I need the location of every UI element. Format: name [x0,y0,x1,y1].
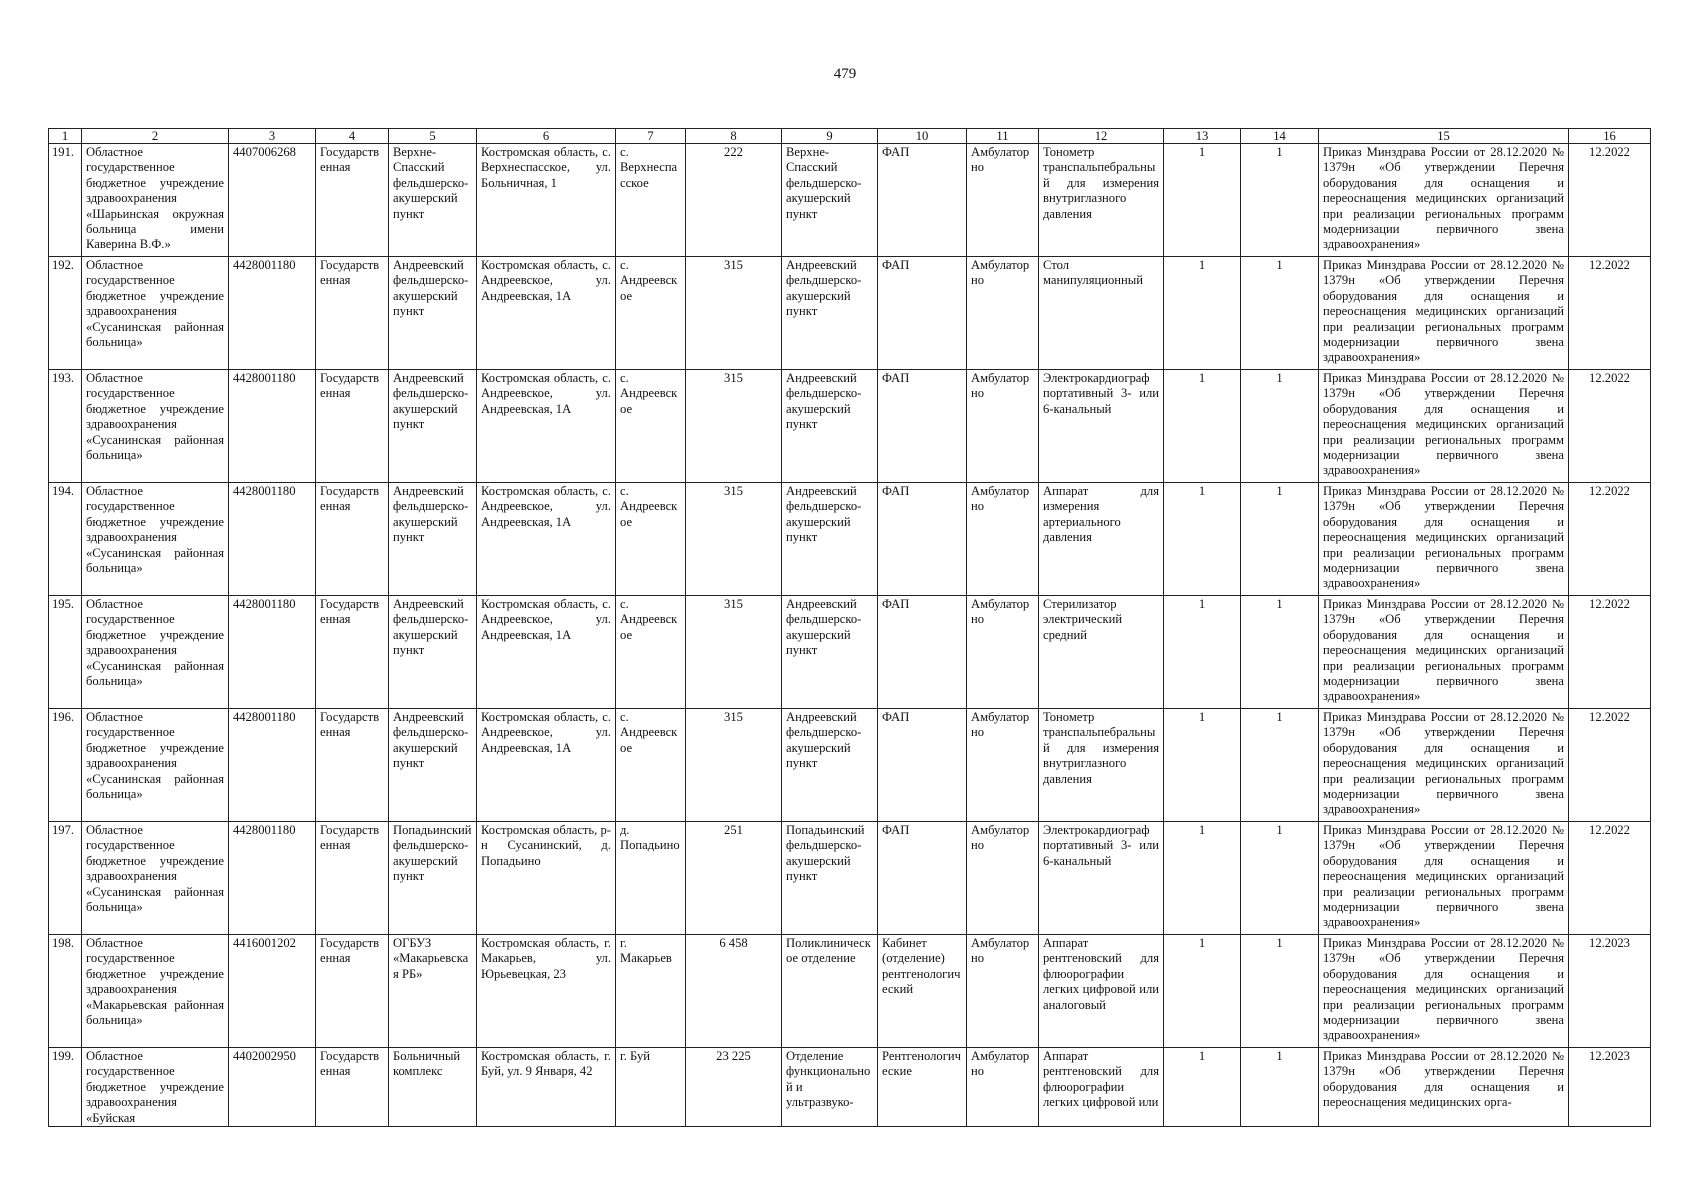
population: 315 [686,370,782,483]
quantity-14: 1 [1241,935,1319,1048]
organization-name: Областное государственное бюджетное учреждение здравоохранения «Сусанинская районная больница» [82,257,229,370]
address: Костромская область, с. Андреевское, ул. Андреевская, 1А [477,483,616,596]
row-number: 199. [49,1048,82,1127]
facility-name: Больничный комплекс [389,1048,477,1127]
regulatory-order: Приказ Минздрава России от 28.12.2020 № 1379н «Об утверждении Перечня оборудования для оснащения и переоснащения медицинских организаций при реализации региональных программ модернизации первичного звена здравоохранения» [1319,370,1569,483]
deadline-date: 12.2022 [1569,709,1651,822]
population: 315 [686,709,782,822]
unit-name: Андреевский фельдшерско-акушерский пункт [782,257,878,370]
locality: г. Макарьев [616,935,686,1048]
row-number: 197. [49,822,82,935]
locality: с. Андреевское [616,596,686,709]
facility-name: Андреевский фельдшерско-акушерский пункт [389,483,477,596]
row-number: 192. [49,257,82,370]
locality: с. Андреевское [616,483,686,596]
row-number: 191. [49,144,82,257]
quantity-13: 1 [1164,935,1241,1048]
row-number: 194. [49,483,82,596]
facility-name: ОГБУЗ «Макарьевская РБ» [389,935,477,1048]
unit-type: Кабинет (отделение) рентгенологический [878,935,967,1048]
unit-type: ФАП [878,144,967,257]
quantity-13: 1 [1164,1048,1241,1127]
address: Костромская область, р-н Сусанинский, д. Попадьино [477,822,616,935]
column-header: 2 [82,129,229,144]
locality: с. Андреевское [616,370,686,483]
column-header: 16 [1569,129,1651,144]
population: 23 225 [686,1048,782,1127]
quantity-13: 1 [1164,483,1241,596]
locality: г. Буй [616,1048,686,1127]
population: 315 [686,257,782,370]
equipment-name: Электрокардиограф портативный 3- или 6-канальный [1039,822,1164,935]
population: 315 [686,596,782,709]
column-header: 1 [49,129,82,144]
regulatory-order: Приказ Минздрава России от 28.12.2020 № 1379н «Об утверждении Перечня оборудования для оснащения и переоснащения медицинских организаций при реализации региональных программ модернизации первичного звена здравоохранения» [1319,144,1569,257]
ownership-form: Государственная [316,822,389,935]
organization-name: Областное государственное бюджетное учреждение здравоохранения «Сусанинская районная больница» [82,483,229,596]
regulatory-order: Приказ Минздрава России от 28.12.2020 № 1379н «Об утверждении Перечня оборудования для оснащения и переоснащения медицинских орга- [1319,1048,1569,1127]
equipment-name: Электрокардиограф портативный 3- или 6-канальный [1039,370,1164,483]
locality: с. Верхнеспасское [616,144,686,257]
column-header: 9 [782,129,878,144]
table-row [49,596,1651,709]
regulatory-order: Приказ Минздрава России от 28.12.2020 № 1379н «Об утверждении Перечня оборудования для оснащения и переоснащения медицинских организаций при реализации региональных программ модернизации первичного звена здравоохранения» [1319,257,1569,370]
inn: 4416001202 [229,935,316,1048]
regulatory-order: Приказ Минздрава России от 28.12.2020 № 1379н «Об утверждении Перечня оборудования для оснащения и переоснащения медицинских организаций при реализации региональных программ модернизации первичного звена здравоохранения» [1319,822,1569,935]
care-form: Амбулаторно [967,822,1039,935]
care-form: Амбулаторно [967,370,1039,483]
unit-type: ФАП [878,370,967,483]
ownership-form: Государственная [316,257,389,370]
column-header: 3 [229,129,316,144]
address: Костромская область, г. Буй, ул. 9 Января, 42 [477,1048,616,1127]
population: 222 [686,144,782,257]
equipment-name: Аппарат рентгеновский для флюорографии легких цифровой или аналоговый [1039,935,1164,1048]
deadline-date: 12.2022 [1569,144,1651,257]
unit-type: Рентгенологические [878,1048,967,1127]
row-number: 195. [49,596,82,709]
care-form: Амбулаторно [967,596,1039,709]
locality: с. Андреевское [616,257,686,370]
ownership-form: Государственная [316,935,389,1048]
care-form: Амбулаторно [967,1048,1039,1127]
table-row [49,709,1651,822]
unit-type: ФАП [878,709,967,822]
column-header: 10 [878,129,967,144]
facility-name: Верхне-Спасский фельдшерско-акушерский пункт [389,144,477,257]
unit-name: Андреевский фельдшерско-акушерский пункт [782,596,878,709]
organization-name: Областное государственное бюджетное учреждение здравоохранения «Сусанинская районная больница» [82,596,229,709]
equipment-name: Тонометр транспальпебральный для измерения внутриглазного давления [1039,709,1164,822]
row-number: 198. [49,935,82,1048]
column-header: 13 [1164,129,1241,144]
quantity-14: 1 [1241,596,1319,709]
inn: 4428001180 [229,596,316,709]
row-number: 196. [49,709,82,822]
deadline-date: 12.2022 [1569,596,1651,709]
ownership-form: Государственная [316,1048,389,1127]
regulatory-order: Приказ Минздрава России от 28.12.2020 № 1379н «Об утверждении Перечня оборудования для оснащения и переоснащения медицинских организаций при реализации региональных программ модернизации первичного звена здравоохранения» [1319,596,1569,709]
quantity-13: 1 [1164,370,1241,483]
table-row [49,1048,1651,1127]
address: Костромская область, с. Андреевское, ул. Андреевская, 1А [477,596,616,709]
unit-type: ФАП [878,483,967,596]
address: Костромская область, с. Андреевское, ул. Андреевская, 1А [477,257,616,370]
ownership-form: Государственная [316,144,389,257]
quantity-14: 1 [1241,1048,1319,1127]
care-form: Амбулаторно [967,483,1039,596]
unit-name: Верхне-Спасский фельдшерско-акушерский пункт [782,144,878,257]
population: 251 [686,822,782,935]
unit-type: ФАП [878,822,967,935]
ownership-form: Государственная [316,370,389,483]
equipment-name: Аппарат рентгеновский для флюорографии легких цифровой или [1039,1048,1164,1127]
deadline-date: 12.2023 [1569,935,1651,1048]
regulatory-order: Приказ Минздрава России от 28.12.2020 № 1379н «Об утверждении Перечня оборудования для оснащения и переоснащения медицинских организаций при реализации региональных программ модернизации первичного звена здравоохранения» [1319,935,1569,1048]
unit-name: Отделение функциональной и ультразвуко- [782,1048,878,1127]
column-header: 8 [686,129,782,144]
care-form: Амбулаторно [967,257,1039,370]
table-row [49,144,1651,257]
unit-name: Андреевский фельдшерско-акушерский пункт [782,370,878,483]
population: 6 458 [686,935,782,1048]
quantity-14: 1 [1241,822,1319,935]
quantity-14: 1 [1241,483,1319,596]
deadline-date: 12.2022 [1569,483,1651,596]
equipment-name: Тонометр транспальпебральный для измерения внутриглазного давления [1039,144,1164,257]
unit-name: Поликлиническое отделение [782,935,878,1048]
column-header: 7 [616,129,686,144]
address: Костромская область, г. Макарьев, ул. Юрьевецкая, 23 [477,935,616,1048]
inn: 4402002950 [229,1048,316,1127]
row-number: 193. [49,370,82,483]
unit-type: ФАП [878,257,967,370]
quantity-13: 1 [1164,257,1241,370]
table-row [49,257,1651,370]
organization-name: Областное государственное бюджетное учреждение здравоохранения «Буйская [82,1048,229,1127]
locality: д. Попадьино [616,822,686,935]
address: Костромская область, с. Андреевское, ул. Андреевская, 1А [477,709,616,822]
column-header: 6 [477,129,616,144]
inn: 4407006268 [229,144,316,257]
organization-name: Областное государственное бюджетное учреждение здравоохранения «Макарьевская районная больница» [82,935,229,1048]
table-row [49,370,1651,483]
address: Костромская область, с. Андреевское, ул. Андреевская, 1А [477,370,616,483]
quantity-13: 1 [1164,596,1241,709]
locality: с. Андреевское [616,709,686,822]
equipment-name: Стол манипуляционный [1039,257,1164,370]
column-header: 15 [1319,129,1569,144]
quantity-13: 1 [1164,822,1241,935]
organization-name: Областное государственное бюджетное учреждение здравоохранения «Шарьинская окружная больница имени Каверина В.Ф.» [82,144,229,257]
table-row [49,483,1651,596]
quantity-13: 1 [1164,144,1241,257]
unit-name: Попадьинский фельдшерско-акушерский пункт [782,822,878,935]
column-header: 12 [1039,129,1164,144]
organization-name: Областное государственное бюджетное учреждение здравоохранения «Сусанинская районная больница» [82,709,229,822]
ownership-form: Государственная [316,709,389,822]
regulatory-order: Приказ Минздрава России от 28.12.2020 № 1379н «Об утверждении Перечня оборудования для оснащения и переоснащения медицинских организаций при реализации региональных программ модернизации первичного звена здравоохранения» [1319,709,1569,822]
ownership-form: Государственная [316,596,389,709]
deadline-date: 12.2022 [1569,257,1651,370]
column-header: 4 [316,129,389,144]
facility-name: Андреевский фельдшерско-акушерский пункт [389,370,477,483]
column-header: 11 [967,129,1039,144]
equipment-name: Аппарат для измерения артериального давления [1039,483,1164,596]
page-number: 479 [833,66,857,82]
quantity-14: 1 [1241,257,1319,370]
inn: 4428001180 [229,257,316,370]
address: Костромская область, с. Верхнеспасское, ул. Больничная, 1 [477,144,616,257]
quantity-14: 1 [1241,709,1319,822]
quantity-14: 1 [1241,370,1319,483]
population: 315 [686,483,782,596]
facility-name: Андреевский фельдшерско-акушерский пункт [389,257,477,370]
unit-name: Андреевский фельдшерско-акушерский пункт [782,483,878,596]
quantity-13: 1 [1164,709,1241,822]
regulatory-order: Приказ Минздрава России от 28.12.2020 № 1379н «Об утверждении Перечня оборудования для оснащения и переоснащения медицинских организаций при реализации региональных программ модернизации первичного звена здравоохранения» [1319,483,1569,596]
unit-name: Андреевский фельдшерско-акушерский пункт [782,709,878,822]
care-form: Амбулаторно [967,709,1039,822]
inn: 4428001180 [229,483,316,596]
inn: 4428001180 [229,370,316,483]
unit-type: ФАП [878,596,967,709]
equipment-name: Стерилизатор электрический средний [1039,596,1164,709]
inn: 4428001180 [229,709,316,822]
deadline-date: 12.2023 [1569,1048,1651,1127]
ownership-form: Государственная [316,483,389,596]
column-header: 14 [1241,129,1319,144]
organization-name: Областное государственное бюджетное учреждение здравоохранения «Сусанинская районная больница» [82,370,229,483]
column-header: 5 [389,129,477,144]
deadline-date: 12.2022 [1569,822,1651,935]
care-form: Амбулаторно [967,935,1039,1048]
inn: 4428001180 [229,822,316,935]
quantity-14: 1 [1241,144,1319,257]
facility-name: Попадьинский фельдшерско-акушерский пункт [389,822,477,935]
column-number-row [49,129,1651,144]
facility-name: Андреевский фельдшерско-акушерский пункт [389,596,477,709]
table-row [49,822,1651,935]
deadline-date: 12.2022 [1569,370,1651,483]
organization-name: Областное государственное бюджетное учреждение здравоохранения «Сусанинская районная больница» [82,822,229,935]
equipment-registry-table [48,128,1651,1127]
facility-name: Андреевский фельдшерско-акушерский пункт [389,709,477,822]
care-form: Амбулаторно [967,144,1039,257]
table-row [49,935,1651,1048]
